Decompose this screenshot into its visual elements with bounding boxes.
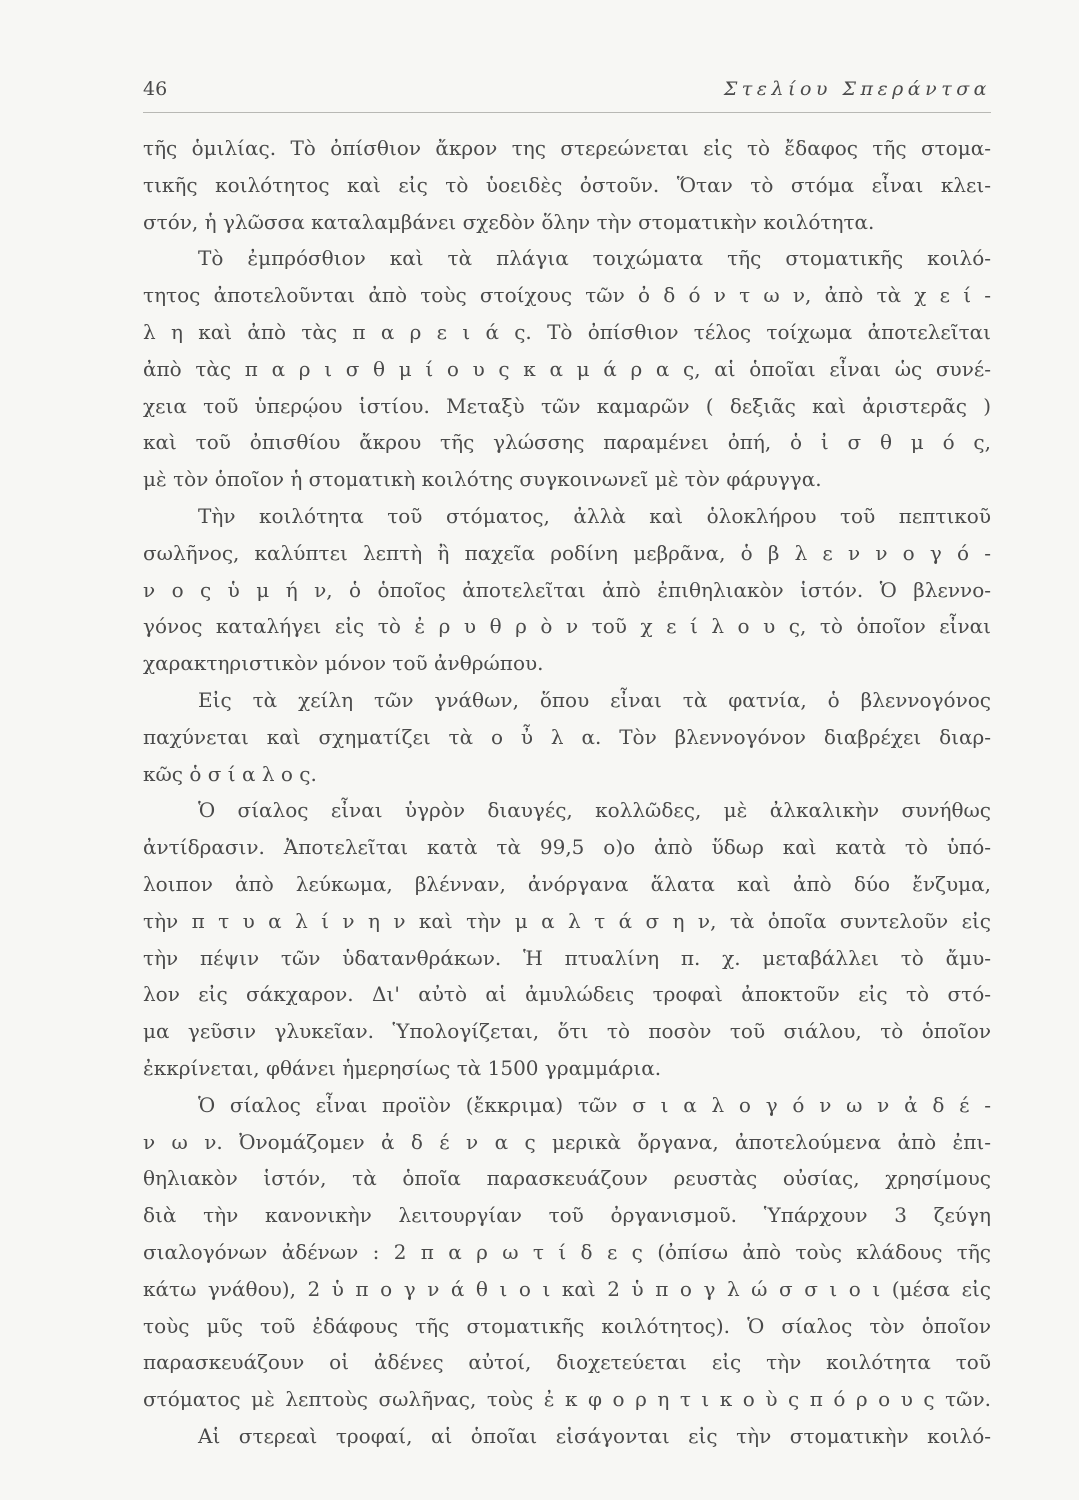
- header-rule: [143, 112, 991, 113]
- text-line: γόνος καταλήγει εἰς τὸ ἐ ρ υ θ ρ ὸ ν τοῦ χ ε ί λ ο υ ς, τὸ ὁποῖον εἶναι: [143, 614, 991, 639]
- text-line: Τὸ ἐμπρόσθιον καὶ τὰ πλάγια τοιχώματα τῆς στοματικῆς κοιλό-: [198, 246, 991, 271]
- text-line: κάτω γνάθου), 2 ὑ π ο γ ν ά θ ι ο ι καὶ 2 ὑ π ο γ λ ώ σ σ ι ο ι (μέσα εἰς: [143, 1276, 991, 1301]
- text-line: παρασκευάζουν οἱ ἀδένες αὐτοί, διοχετεύεται εἰς τὴν κοιλότητα τοῦ: [143, 1350, 991, 1375]
- text-line: μὲ τὸν ὁποῖον ἡ στοματικὴ κοιλότης συγκοινωνεῖ μὲ τὸν φάρυγγα.: [143, 467, 822, 492]
- text-line: τητος ἀποτελοῦνται ἀπὸ τοὺς στοίχους τῶν ὀ δ ό ν τ ω ν, ἀπὸ τὰ χ ε ί -: [143, 283, 991, 308]
- text-line: χαρακτηριστικὸν μόνον τοῦ ἀνθρώπου.: [143, 651, 544, 676]
- text-line: τοὺς μῦς τοῦ ἐδάφους τῆς στοματικῆς κοιλότητος). Ὁ σίαλος τὸν ὁποῖον: [143, 1313, 991, 1338]
- text-line: καὶ τοῦ ὀπισθίου ἄκρου τῆς γλώσσης παραμένει ὀπή, ὁ ἰ σ θ μ ό ς,: [143, 430, 991, 455]
- text-line: Ὁ σίαλος εἶναι προϊὸν (ἔκκριμα) τῶν σ ι α λ ο γ ό ν ω ν ἀ δ έ -: [198, 1092, 991, 1117]
- text-line: Εἰς τὰ χείλη τῶν γνάθων, ὅπου εἶναι τὰ φατνία, ὁ βλεννογόνος: [198, 687, 991, 712]
- text-line: ν ο ς ὑ μ ή ν, ὁ ὁποῖος ἀποτελεῖται ἀπὸ ἐπιθηλιακὸν ἱστόν. Ὁ βλεννο-: [143, 577, 991, 602]
- text-line: παχύνεται καὶ σχηματίζει τὰ ο ὖ λ α. Τὸν βλεννογόνον διαβρέχει διαρ-: [143, 724, 991, 749]
- text-line: τικῆς κοιλότητος καὶ εἰς τὸ ὑοειδὲς ὀστοῦν. Ὅταν τὸ στόμα εἶναι κλει-: [143, 172, 991, 197]
- text-line: χεια τοῦ ὑπερῴου ἱστίου. Μεταξὺ τῶν καμαρῶν ( δεξιᾶς καὶ ἀριστερᾶς ): [143, 393, 991, 418]
- text-line: διὰ τὴν κανονικὴν λειτουργίαν τοῦ ὀργανισμοῦ. Ὑπάρχουν 3 ζεύγη: [143, 1203, 991, 1228]
- text-line: λον εἰς σάκχαρον. Δι' αὐτὸ αἱ ἀμυλώδεις τροφαὶ ἀποκτοῦν εἰς τὸ στό-: [143, 982, 991, 1007]
- text-line: Ὁ σίαλος εἶναι ὑγρὸν διαυγές, κολλῶδες, μὲ ἀλκαλικὴν συνήθως: [198, 798, 991, 823]
- text-line: ἐκκρίνεται, φθάνει ἡμερησίως τὰ 1500 γραμμάρια.: [143, 1055, 662, 1080]
- page-number: 46: [143, 78, 168, 100]
- text-line: ἀπὸ τὰς π α ρ ι σ θ μ ί ο υ ς κ α μ ά ρ α ς, αἱ ὁποῖαι εἶναι ὡς συνέ-: [143, 356, 991, 381]
- text-line: τῆς ὁμιλίας. Τὸ ὀπίσθιον ἄκρον της στερεώνεται εἰς τὸ ἔδαφος τῆς στομα-: [143, 136, 991, 160]
- text-line: στόν, ἡ γλῶσσα καταλαμβάνει σχεδὸν ὅλην τὴν στοματικὴν κοιλότητα.: [143, 209, 875, 234]
- body-text: [143, 130, 991, 1455]
- text-line: ἀντίδρασιν. Ἀποτελεῖται κατὰ τὰ 99,5 ο)ο ἀπὸ ὕδωρ καὶ κατὰ τὸ ὑπό-: [143, 835, 991, 860]
- running-title: Στελίου Σπεράντσα: [723, 78, 991, 100]
- text-line: ν ω ν. Ὀνομάζομεν ἀ δ έ ν α ς μερικὰ ὄργανα, ἀποτελούμενα ἀπὸ ἐπι-: [143, 1129, 991, 1154]
- text-line: σωλῆνος, καλύπτει λεπτὴ ἢ παχεῖα ροδίνη μεβρᾶνα, ὁ β λ ε ν ν ο γ ό -: [143, 540, 991, 565]
- running-head: [143, 78, 991, 112]
- text-line: σιαλογόνων ἀδένων : 2 π α ρ ω τ ί δ ε ς (ὀπίσω ἀπὸ τοὺς κλάδους τῆς: [143, 1239, 991, 1264]
- text-line: τὴν π τ υ α λ ί ν η ν καὶ τὴν μ α λ τ ά σ η ν, τὰ ὁποῖα συντελοῦν εἰς: [143, 908, 991, 933]
- text-line: Αἱ στερεαὶ τροφαί, αἱ ὁποῖαι εἰσάγονται εἰς τὴν στοματικὴν κοιλό-: [198, 1423, 991, 1448]
- text-line: λ η καὶ ἀπὸ τὰς π α ρ ε ι ά ς. Τὸ ὀπίσθιον τέλος τοίχωμα ἀποτελεῖται: [143, 319, 991, 344]
- text-line: Τὴν κοιλότητα τοῦ στόματος, ἀλλὰ καὶ ὁλοκλήρου τοῦ πεπτικοῦ: [198, 503, 991, 528]
- text-line: κῶς ὁ σ ί α λ ο ς.: [143, 761, 317, 786]
- text-line: θηλιακὸν ἱστόν, τὰ ὁποῖα παρασκευάζουν ρευστὰς οὐσίας, χρησίμους: [143, 1166, 991, 1191]
- text-line: λοιπον ἀπὸ λεύκωμα, βλένναν, ἀνόργανα ἅλατα καὶ ἀπὸ δύο ἔνζυμα,: [143, 871, 991, 896]
- text-line: τὴν πέψιν τῶν ὑδατανθράκων. Ἡ πτυαλίνη π. χ. μεταβάλλει τὸ ἄμυ-: [143, 945, 991, 970]
- text-line: μα γεῦσιν γλυκεῖαν. Ὑπολογίζεται, ὅτι τὸ ποσὸν τοῦ σιάλου, τὸ ὁποῖον: [143, 1019, 991, 1044]
- text-line: στόματος μὲ λεπτοὺς σωλῆνας, τοὺς ἐ κ φ ο ρ η τ ι κ ο ὺ ς π ό ρ ο υ ς τῶν.: [143, 1387, 991, 1412]
